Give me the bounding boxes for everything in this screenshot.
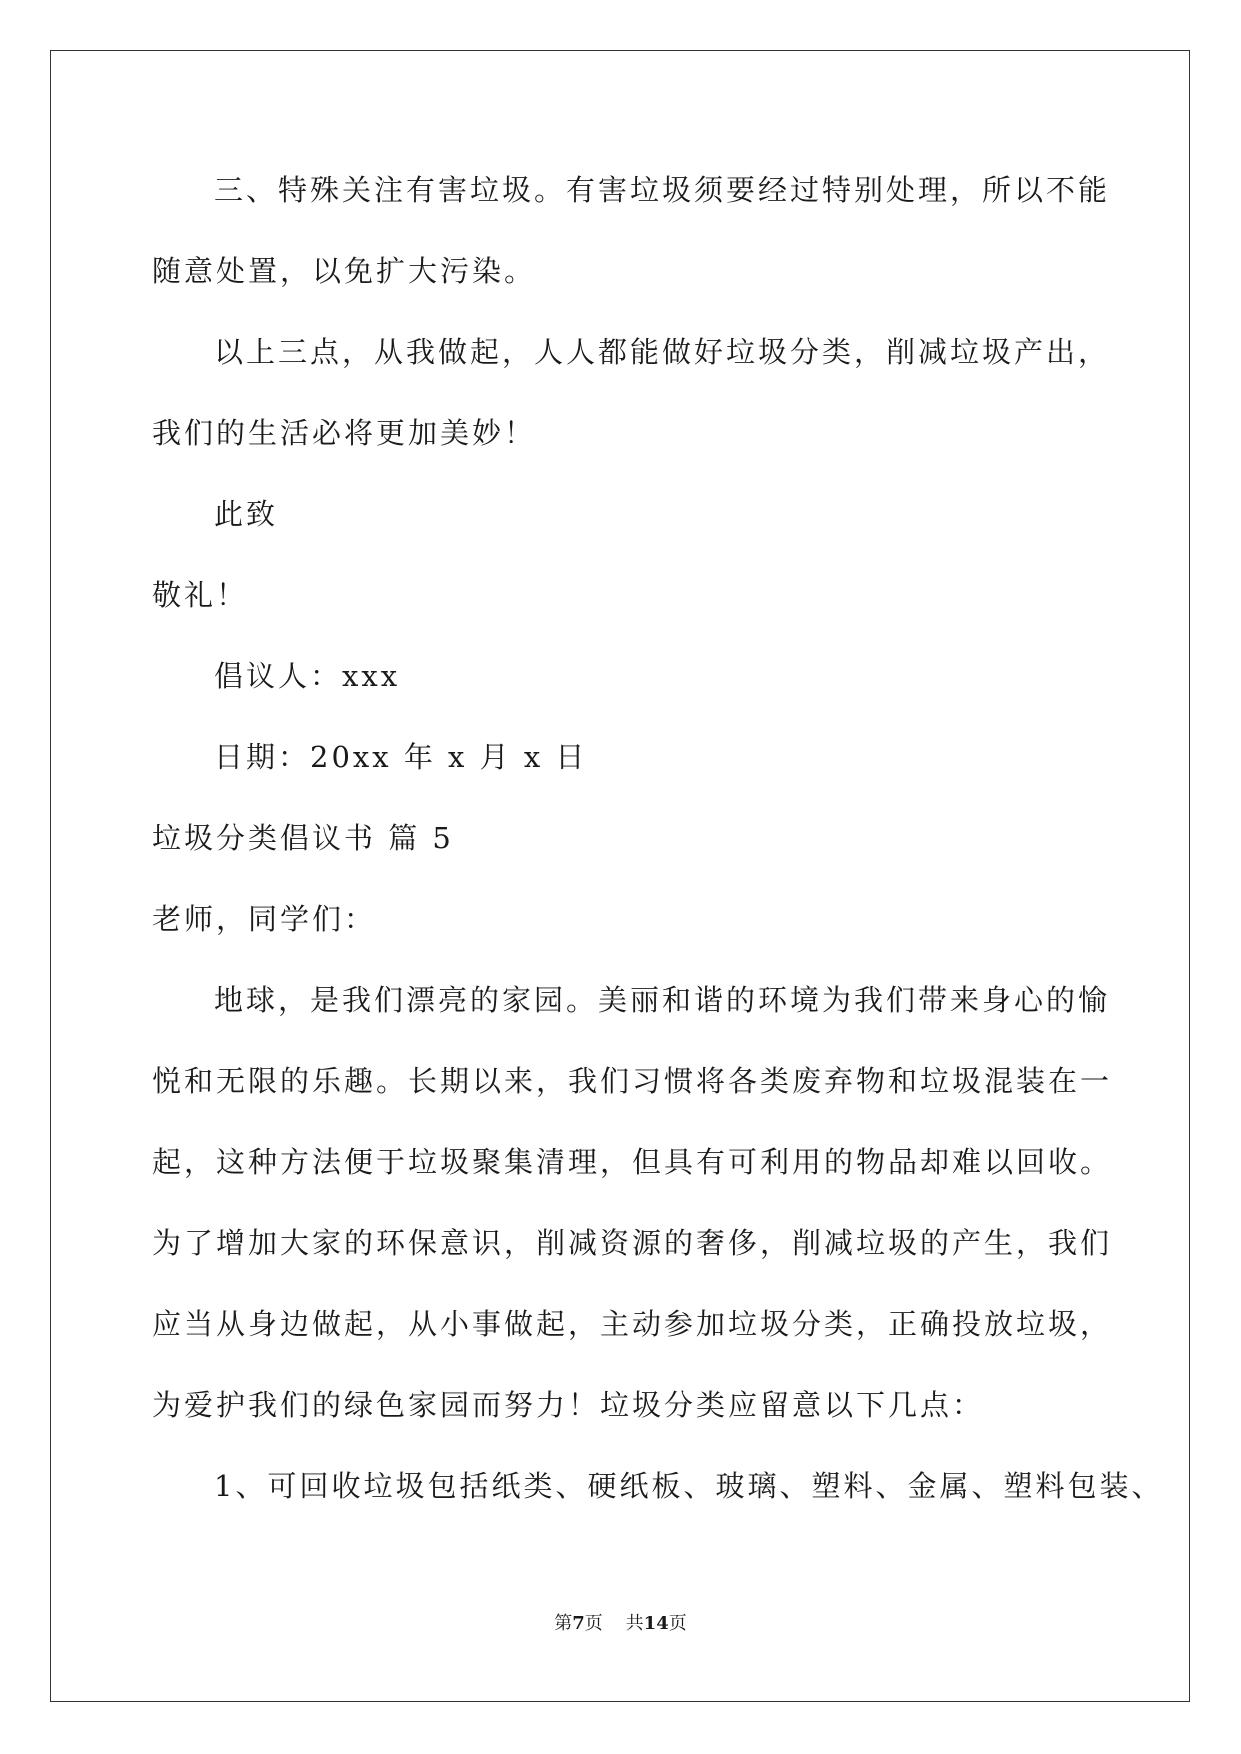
- section-heading: 垃圾分类倡议书 篇 5: [152, 821, 454, 855]
- total-pages: 14: [643, 1613, 669, 1634]
- paragraph-line: 我们的生活必将更加美妙！: [152, 416, 537, 450]
- paragraph-line: 为爱护我们的绿色家园而努力！垃圾分类应留意以下几点：: [152, 1388, 985, 1422]
- salutation-line: 此致: [214, 497, 279, 531]
- paragraph-line: 起，这种方法便于垃圾聚集清理，但具有可利用的物品却难以回收。: [152, 1145, 1113, 1179]
- paragraph-line: 以上三点，从我做起，人人都能做好垃圾分类，削减垃圾产出，: [214, 335, 1111, 369]
- page-prefix: 第: [554, 1613, 573, 1634]
- total-suffix: 页: [668, 1613, 687, 1634]
- paragraph-line: 地球，是我们漂亮的家园。美丽和谐的环境为我们带来身心的愉: [214, 983, 1111, 1017]
- paragraph-line: 应当从身边做起，从小事做起，主动参加垃圾分类，正确投放垃圾，: [152, 1307, 1113, 1341]
- date-line: 日期：20xx 年 x 月 x 日: [214, 740, 588, 774]
- page-number: 7: [572, 1613, 585, 1634]
- signature-line: 倡议人：xxx: [214, 659, 401, 693]
- paragraph-line: 1、可回收垃圾包括纸类、硬纸板、玻璃、塑料、金属、塑料包装、: [214, 1469, 1164, 1503]
- page-suffix: 页: [584, 1613, 603, 1634]
- paragraph-line: 悦和无限的乐趣。长期以来，我们习惯将各类废弃物和垃圾混装在一: [152, 1064, 1113, 1098]
- paragraph-line: 随意处置，以免扩大污染。: [152, 254, 537, 288]
- greeting-line: 老师，同学们：: [152, 902, 377, 936]
- page-border: [50, 50, 1190, 1702]
- paragraph-line: 为了增加大家的环保意识，削减资源的奢侈，削减垃圾的产生，我们: [152, 1226, 1113, 1260]
- total-prefix: 共: [625, 1613, 644, 1634]
- salutation-line: 敬礼！: [152, 578, 249, 612]
- page-footer: [0, 1612, 1241, 1636]
- paragraph-line: 三、特殊关注有害垃圾。有害垃圾须要经过特别处理，所以不能: [214, 173, 1111, 207]
